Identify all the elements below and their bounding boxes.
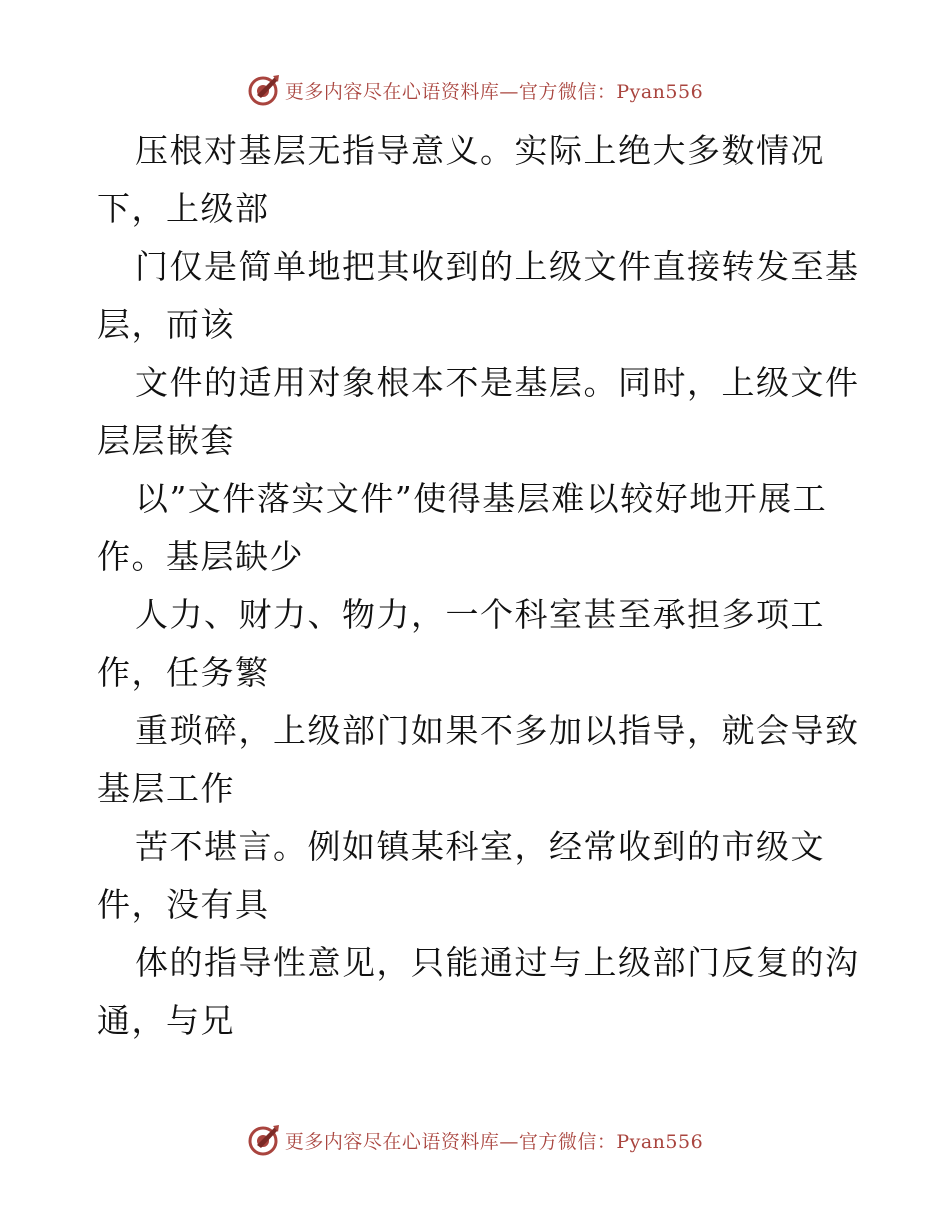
body-line: 作。基层缺少 [97,537,304,576]
quill-pen-logo-icon [247,73,281,107]
body-line: 基层工作 [97,769,235,808]
body-line: 体的指导性意见，只能通过与上级部门反复的沟 [135,943,860,982]
body-line: 层层嵌套 [97,421,235,460]
body-line: 下，上级部 [97,189,270,228]
body-line: 作，任务繁 [97,653,270,692]
quill-pen-logo-icon [247,1123,281,1157]
header-banner-text: 更多内容尽在心语资料库—官方微信：Pyan556 [284,80,704,103]
body-line: 压根对基层无指导意义。实际上绝大多数情况 [135,131,825,170]
body-line: 以”文件落实文件”使得基层难以较好地开展工 [135,479,828,518]
body-line: 门仅是简单地把其收到的上级文件直接转发至基 [135,247,860,286]
body-line: 人力、财力、物力，一个科室甚至承担多项工 [135,595,825,634]
body-line: 重琐碎，上级部门如果不多加以指导，就会导致 [135,711,860,750]
footer-banner [0,1122,950,1158]
body-line: 层，而该 [97,305,235,344]
body-line: 苦不堪言。例如镇某科室，经常收到的市级文 [135,827,825,866]
document-body [97,122,867,1050]
body-line: 通，与兄 [97,1001,235,1040]
body-line: 件，没有具 [97,885,270,924]
footer-banner-text: 更多内容尽在心语资料库—官方微信：Pyan556 [284,1130,704,1153]
header-banner [0,72,950,108]
body-line: 文件的适用对象根本不是基层。同时，上级文件 [135,363,860,402]
